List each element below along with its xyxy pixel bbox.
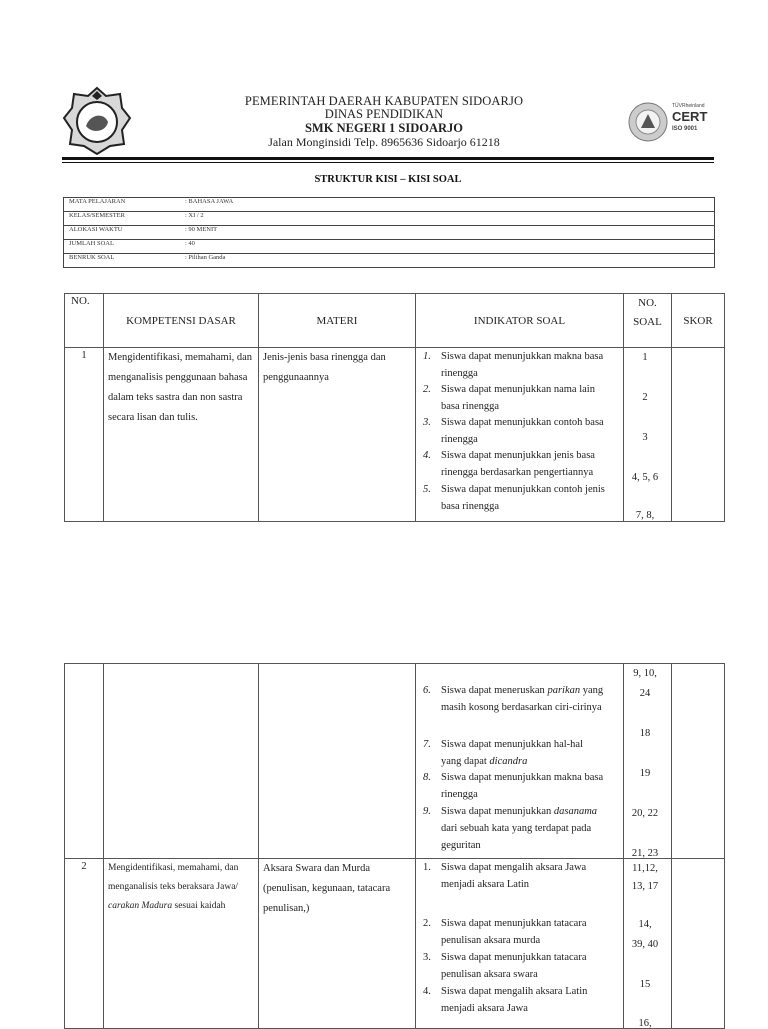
indicator-number: 6. — [423, 685, 431, 696]
indicator-number: 8. — [423, 772, 431, 783]
table-row — [65, 859, 725, 1029]
soal-number: 14, — [638, 919, 652, 930]
row-skor — [672, 859, 725, 1029]
document-title: STRUKTUR KISI – KISI SOAL — [314, 174, 462, 185]
header-indikator-soal: INDIKATOR SOAL — [416, 294, 624, 348]
info-value: : 90 MENIT — [180, 226, 715, 240]
row-materi — [259, 664, 416, 859]
soal-number: 15 — [639, 979, 651, 990]
row-skor — [672, 348, 725, 522]
kisi-table-part1 — [64, 293, 725, 522]
indicator-text: Siswa dapat menunjukkan contoh basa rinengga — [441, 417, 604, 445]
soal-number: 13, 17 — [631, 881, 659, 892]
indicator-number: 4. — [423, 450, 431, 461]
info-key: KELAS/SEMESTER — [64, 212, 181, 226]
indicator-text: Siswa dapat menunjukkan tatacara penulisan aksara swara — [441, 952, 587, 980]
indicator-number: 1. — [423, 351, 431, 362]
table-header-row — [65, 294, 725, 348]
indicator-text: Siswa dapat menunjukkan makna basa rinengga — [441, 772, 604, 800]
indicator-number: 3. — [423, 417, 431, 428]
header-rule-thin — [62, 162, 714, 163]
row-materi: Jenis-jenis basa rinengga dan penggunaannya — [259, 348, 416, 522]
indicator-number: 7. — [423, 739, 431, 750]
info-row — [64, 240, 715, 254]
header-school-name: SMK NEGERI 1 SIDOARJO — [304, 121, 463, 135]
soal-number: 9, 10, — [633, 668, 657, 679]
info-key: BENRUK SOAL — [64, 254, 181, 268]
indicator-text: Siswa dapat menunjukkan jenis basa rinengga berdasarkan pengertiannya — [441, 450, 595, 478]
indicator-text: Siswa dapat menunjukkan dasanama dari sebuah kata yang terdapat pada geguritan — [441, 806, 598, 851]
row-no: 2 — [65, 859, 104, 1029]
soal-number: 20, 22 — [631, 808, 659, 819]
info-row — [64, 212, 715, 226]
row-no-soal — [624, 859, 672, 1029]
soal-number: 16, — [638, 1018, 652, 1029]
indicator-text: Siswa dapat mengalih aksara Latin menjadi aksara Jawa — [441, 986, 588, 1014]
indicator-text: Siswa dapat mengalih aksara Jawa menjadi aksara Latin — [441, 862, 587, 890]
header-department-name: DINAS PENDIDIKAN — [324, 107, 444, 121]
row-indikator-list — [416, 664, 624, 859]
row-kompetensi-dasar: Mengidentifikasi, memahami, dan menganalisis teks beraksara Jawa/ carakan Madura sesuai kaidah — [104, 859, 259, 1029]
soal-number: 19 — [639, 768, 651, 779]
header-no: NO. — [65, 294, 104, 348]
indicator-text: Siswa dapat menunjukkan nama lain basa rinengga — [441, 384, 595, 412]
header-no-soal-line2: SOAL — [633, 316, 662, 328]
row-no-soal — [624, 664, 672, 859]
soal-number: 21, 23 — [631, 848, 659, 859]
indicator-number: 4. — [423, 986, 431, 997]
header-no-soal — [624, 294, 672, 348]
info-key: MATA PELAJARAN — [64, 198, 181, 212]
row-materi: Aksara Swara dan Murda (penulisan, kegunaan, tatacara penulisan,) — [259, 859, 416, 1029]
header-materi: MATERI — [259, 294, 416, 348]
row-indikator-list — [416, 859, 624, 1029]
cert-main-text: CERT — [672, 109, 708, 124]
cert-iso-text: ISO 9001 — [672, 126, 698, 132]
info-row — [64, 254, 715, 268]
indicator-number: 3. — [423, 952, 431, 963]
indicator-text: Siswa dapat menunjukkan contoh jenis basa rinengga — [441, 484, 605, 512]
row-no-soal — [624, 348, 672, 522]
info-row — [64, 226, 715, 240]
table-row — [65, 348, 725, 522]
header-government-name: PEMERINTAH DAERAH KABUPATEN SIDOARJO — [244, 94, 524, 108]
info-value: : Pilihan Ganda — [180, 254, 715, 268]
header-skor: SKOR — [672, 294, 725, 348]
row-kompetensi-dasar: Mengidentifikasi, memahami, dan menganalisis penggunaan bahasa dalam teks sastra dan non sastra secara lisan dan tulis. — [104, 348, 259, 522]
iso-cert-logo — [628, 100, 714, 144]
header-kompetensi-dasar: KOMPETENSI DASAR — [104, 294, 259, 348]
kisi-table-part2 — [64, 663, 725, 1029]
indicator-number: 1. — [423, 862, 431, 873]
soal-number: 2 — [642, 392, 648, 403]
indicator-text: Siswa dapat menunjukkan makna basa rinengga — [441, 351, 604, 379]
info-value: : BAHASA JAWA — [180, 198, 715, 212]
soal-number: 18 — [639, 728, 651, 739]
header-rule-thick — [62, 157, 714, 160]
soal-number: 3 — [642, 432, 648, 443]
cert-brand-text: TÜVRheinland — [672, 103, 705, 109]
indicator-number: 9. — [423, 806, 431, 817]
indicator-text: Siswa dapat menunjukkan tatacara penulisan aksara murda — [441, 918, 587, 946]
indicator-text: Siswa dapat meneruskan parikan yang masih kosong berdasarkan ciri-cirinya — [441, 685, 604, 713]
soal-number: 24 — [639, 688, 651, 699]
info-key: JUMLAH SOAL — [64, 240, 181, 254]
row-skor — [672, 664, 725, 859]
indicator-number: 5. — [423, 484, 431, 495]
soal-number: 1 — [642, 352, 648, 363]
subject-info-table — [63, 197, 715, 268]
indicator-number: 2. — [423, 384, 431, 395]
regency-emblem-logo — [62, 86, 132, 156]
soal-number: 11,12, — [632, 863, 658, 874]
soal-number: 4, 5, 6 — [631, 472, 659, 483]
info-row — [64, 198, 715, 212]
indicator-text: Siswa dapat menunjukkan hal-hal yang dapat dicandra — [441, 739, 584, 767]
indicator-number: 2. — [423, 918, 431, 929]
info-value: : 40 — [180, 240, 715, 254]
soal-number: 39, 40 — [631, 939, 659, 950]
header-no-soal-line1: NO. — [638, 297, 657, 309]
row-no — [65, 664, 104, 859]
table-row — [65, 664, 725, 859]
row-no: 1 — [65, 348, 104, 522]
header-address: Jalan Monginsidi Telp. 8965636 Sidoarjo 61218 — [268, 135, 500, 149]
soal-number: 7, 8, — [635, 510, 655, 521]
row-indikator-list — [416, 348, 624, 522]
info-value: : XI / 2 — [180, 212, 715, 226]
info-key: ALOKASI WAKTU — [64, 226, 181, 240]
row-kompetensi-dasar — [104, 664, 259, 859]
